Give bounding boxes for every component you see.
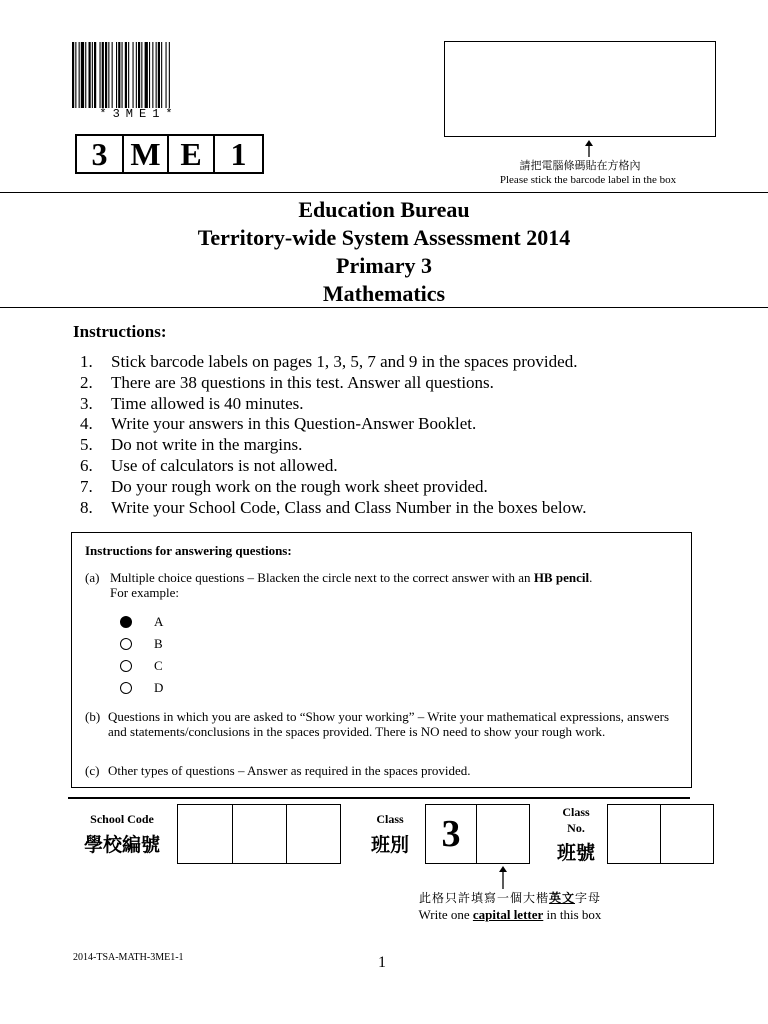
school-code-box-3[interactable] [286,804,341,864]
page-number: 1 [378,954,386,971]
barcode-image [72,42,206,108]
paper-code-box-1: 3 [75,134,124,174]
class-note-en: Write one capital letter in this box [418,907,602,922]
class-note-zh: 此格只許填寫一個大楷英文字母 [418,891,602,905]
school-code-box-1[interactable] [177,804,233,864]
barcode-text: *3ME1* [99,107,179,121]
rule-a-example: For example: [110,585,179,600]
arrow-up-icon [497,866,509,890]
paper-code-box-2: M [122,134,169,174]
header-subject: Mathematics [322,281,446,306]
example-option-b: B [120,636,163,652]
instruction-item: 3. Time allowed is 40 minutes. [80,393,304,413]
class-number-box-2[interactable] [660,804,714,864]
circle-icon [120,638,132,650]
footer-paper-code: 2014-TSA-MATH-3ME1-1 [73,952,184,963]
instruction-item: 6. Use of calculators is not allowed. [80,455,338,475]
class-level-box: 3 [425,804,477,864]
class-no-label-en-2: No. [567,821,585,835]
class-no-label-en-1: Class [562,805,590,819]
label-instruction-zh: 請把電腦條碼貼在方格內 [519,159,641,172]
instruction-item: 8. Write your School Code, Class and Class Number in the boxes below. [80,497,587,517]
instruction-item: 5. Do not write in the margins. [80,435,303,455]
class-label-en: Class [376,812,404,826]
rule-a-text: Multiple choice questions – Blacken the circle next to the correct answer with an HB pencil. [110,570,593,585]
circle-icon [120,682,132,694]
paper-code-box-4: 1 [213,134,264,174]
instruction-item: 7. Do your rough work on the rough work sheet provided. [80,476,488,496]
class-number-box-1[interactable] [607,804,661,864]
circle-icon [120,660,132,672]
barcode-label-box[interactable] [444,41,716,137]
header-primary: Primary 3 [336,253,432,278]
header-bottom-rule [0,307,768,308]
header-assessment: Territory-wide System Assessment 2014 [197,225,571,250]
instruction-item: 1. Stick barcode labels on pages 1, 3, 5, 7 and 9 in the spaces provided. [80,352,578,371]
rule-c-label: (c) [85,763,100,778]
header-top-rule [0,192,768,193]
instructions-list [80,352,587,518]
class-label-zh: 班別 [370,834,409,856]
rule-c-text: Other types of questions – Answer as required in the spaces provided. [108,763,471,778]
rule-b-label: (b) [85,709,101,724]
instruction-item: 4. Write your answers in this Question-Answer Booklet. [80,414,477,434]
school-code-label-zh: 學校編號 [83,834,160,856]
class-letter-box[interactable] [476,804,530,864]
filled-circle-icon [120,616,132,628]
rule-a-label: (a) [85,570,100,585]
instructions-heading: Instructions: [73,322,167,341]
example-option-d: D [120,680,163,696]
school-code-box-2[interactable] [232,804,287,864]
label-instruction-en: Please stick the barcode label in the box [499,174,677,186]
answering-instructions-title: Instructions for answering questions: [85,543,292,558]
header-education-bureau: Education Bureau [298,197,470,222]
rule-b-text: Questions in which you are asked to “Show your working” – Write your mathematical expressions, answers and statements/conclusions in the spaces provided. There is NO need to show your rough work. [108,709,669,739]
paper-code-box-3: E [167,134,215,174]
arrow-up-icon [583,140,595,158]
instruction-item: 2. There are 38 questions in this test. Answer all questions. [80,372,494,392]
fields-top-rule [68,797,690,799]
example-option-c: C [120,658,163,674]
school-code-label-en: School Code [90,812,154,826]
example-option-a: A [120,614,163,630]
class-no-label-zh: 班號 [556,842,595,864]
